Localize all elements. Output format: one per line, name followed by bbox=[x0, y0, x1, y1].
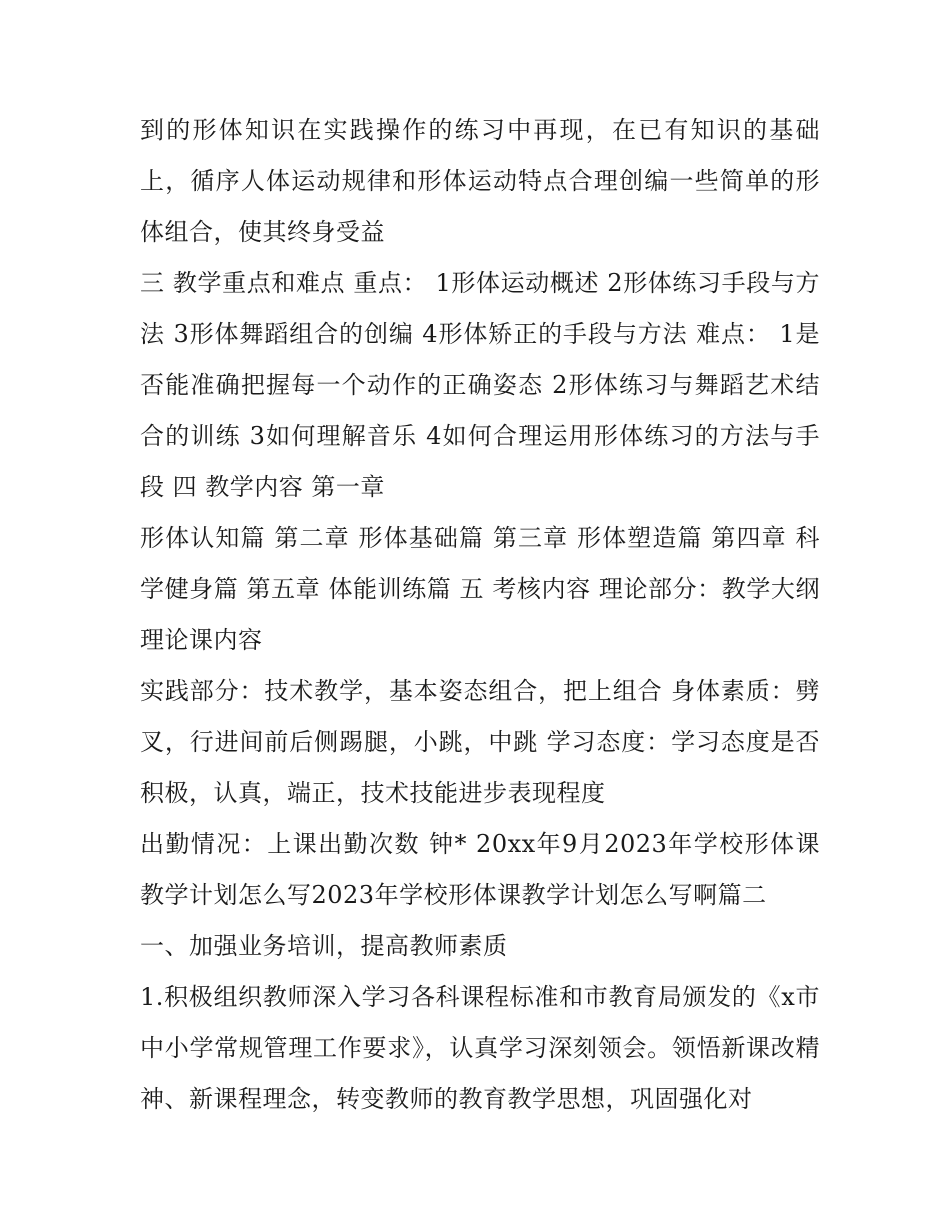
paragraph-2: 三 教学重点和难点 重点： 1形体运动概述 2形体练习手段与方法 3形体舞蹈组合的创编 4形体矫正的手段与方法 难点： 1是否能准确把握每一个动作的正确姿态 2形体练习与舞蹈艺术结合的训练 3如何理解音乐 4如何合理运用形体练习的方法与手段 四 教学内容 第一章 bbox=[140, 269, 820, 501]
paragraph-6: 一、加强业务培训，提高教师素质 bbox=[140, 932, 508, 960]
paragraph-1: 到的形体知识在实践操作的练习中再现，在已有知识的基础上，循序人体运动规律和形体运动特点合理创编一些简单的形体组合，使其终身受益 bbox=[140, 116, 820, 246]
document-body bbox=[140, 105, 820, 1125]
paragraph-4: 实践部分：技术教学，基本姿态组合，把上组合 身体素质：劈叉，行进间前后侧踢腿，小跳，中跳 学习态度：学习态度是否积极，认真，端正，技术技能进步表现程度 bbox=[140, 677, 820, 807]
paragraph-7: 1.积极组织教师深入学习各科课程标准和市教育局颁发的《x市中小学常规管理工作要求》，认真学习深刻领会。领悟新课改精神、新课程理念，转变教师的教育教学思想，巩固强化对 bbox=[140, 983, 820, 1113]
paragraph-5: 出勤情况：上课出勤次数 钟* 20xx年9月2023年学校形体课教学计划怎么写2023年学校形体课教学计划怎么写啊篇二 bbox=[140, 830, 820, 909]
paragraph-3: 形体认知篇 第二章 形体基础篇 第三章 形体塑造篇 第四章 科学健身篇 第五章 体能训练篇 五 考核内容 理论部分：教学大纲理论课内容 bbox=[140, 524, 820, 654]
